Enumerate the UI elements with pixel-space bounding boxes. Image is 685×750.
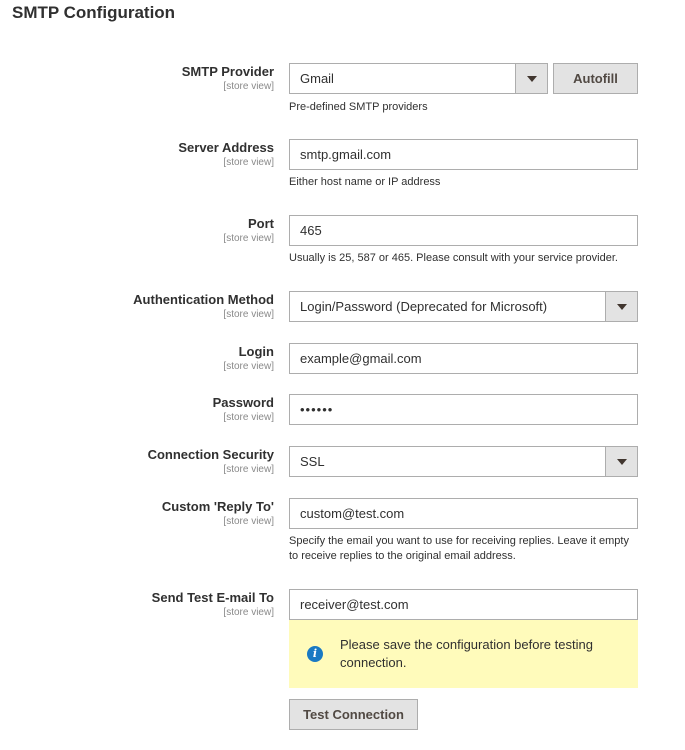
scope-label: [store view] — [223, 157, 274, 168]
smtp-provider-value: Gmail — [300, 71, 334, 86]
chevron-down-icon[interactable] — [515, 64, 547, 93]
scope-label: [store view] — [223, 464, 274, 475]
test-connection-button[interactable]: Test Connection — [289, 699, 418, 730]
server-address-label: Server Address — [178, 140, 274, 155]
login-input[interactable]: example@gmail.com — [289, 343, 638, 374]
port-note: Usually is 25, 587 or 465. Please consult with your service provider. — [289, 252, 618, 264]
scope-label: [store view] — [223, 81, 274, 92]
smtp-provider-label: SMTP Provider — [181, 64, 274, 79]
reply-to-label: Custom 'Reply To' — [161, 499, 274, 514]
auth-method-value: Login/Password (Deprecated for Microsoft) — [300, 299, 548, 314]
autofill-button[interactable]: Autofill — [553, 63, 638, 94]
scope-label: [store view] — [223, 412, 274, 423]
section-title: SMTP Configuration — [12, 3, 176, 22]
save-config-message — [289, 620, 638, 688]
password-input[interactable]: •••••• — [289, 394, 638, 425]
test-email-label: Send Test E-mail To — [151, 590, 274, 605]
login-label: Login — [238, 344, 274, 359]
chevron-down-icon[interactable] — [605, 447, 637, 476]
scope-label: [store view] — [223, 516, 274, 527]
scope-label: [store view] — [223, 361, 274, 372]
connection-security-label: Connection Security — [147, 447, 274, 462]
reply-to-note: Specify the email you want to use for receiving replies. Leave it empty to receive replies to the original email address. — [289, 535, 629, 562]
server-address-note: Either host name or IP address — [289, 176, 441, 188]
auth-method-label: Authentication Method — [133, 292, 274, 307]
scope-label: [store view] — [223, 607, 274, 618]
test-email-input[interactable]: receiver@test.com — [289, 589, 638, 620]
connection-security-select[interactable] — [289, 446, 638, 477]
auth-method-select[interactable] — [289, 291, 638, 322]
port-input[interactable]: 465 — [289, 215, 638, 246]
port-label: Port — [248, 216, 274, 231]
info-icon: i — [307, 646, 323, 662]
smtp-provider-select[interactable] — [289, 63, 548, 94]
reply-to-input[interactable]: custom@test.com — [289, 498, 638, 529]
scope-label: [store view] — [223, 309, 274, 320]
connection-security-value: SSL — [300, 454, 325, 469]
server-address-input[interactable]: smtp.gmail.com — [289, 139, 638, 170]
smtp-provider-note: Pre-defined SMTP providers — [289, 101, 428, 113]
message-text: Please save the configuration before testing connection. — [340, 637, 593, 670]
password-label: Password — [212, 395, 274, 410]
scope-label: [store view] — [223, 233, 274, 244]
chevron-down-icon[interactable] — [605, 292, 637, 321]
